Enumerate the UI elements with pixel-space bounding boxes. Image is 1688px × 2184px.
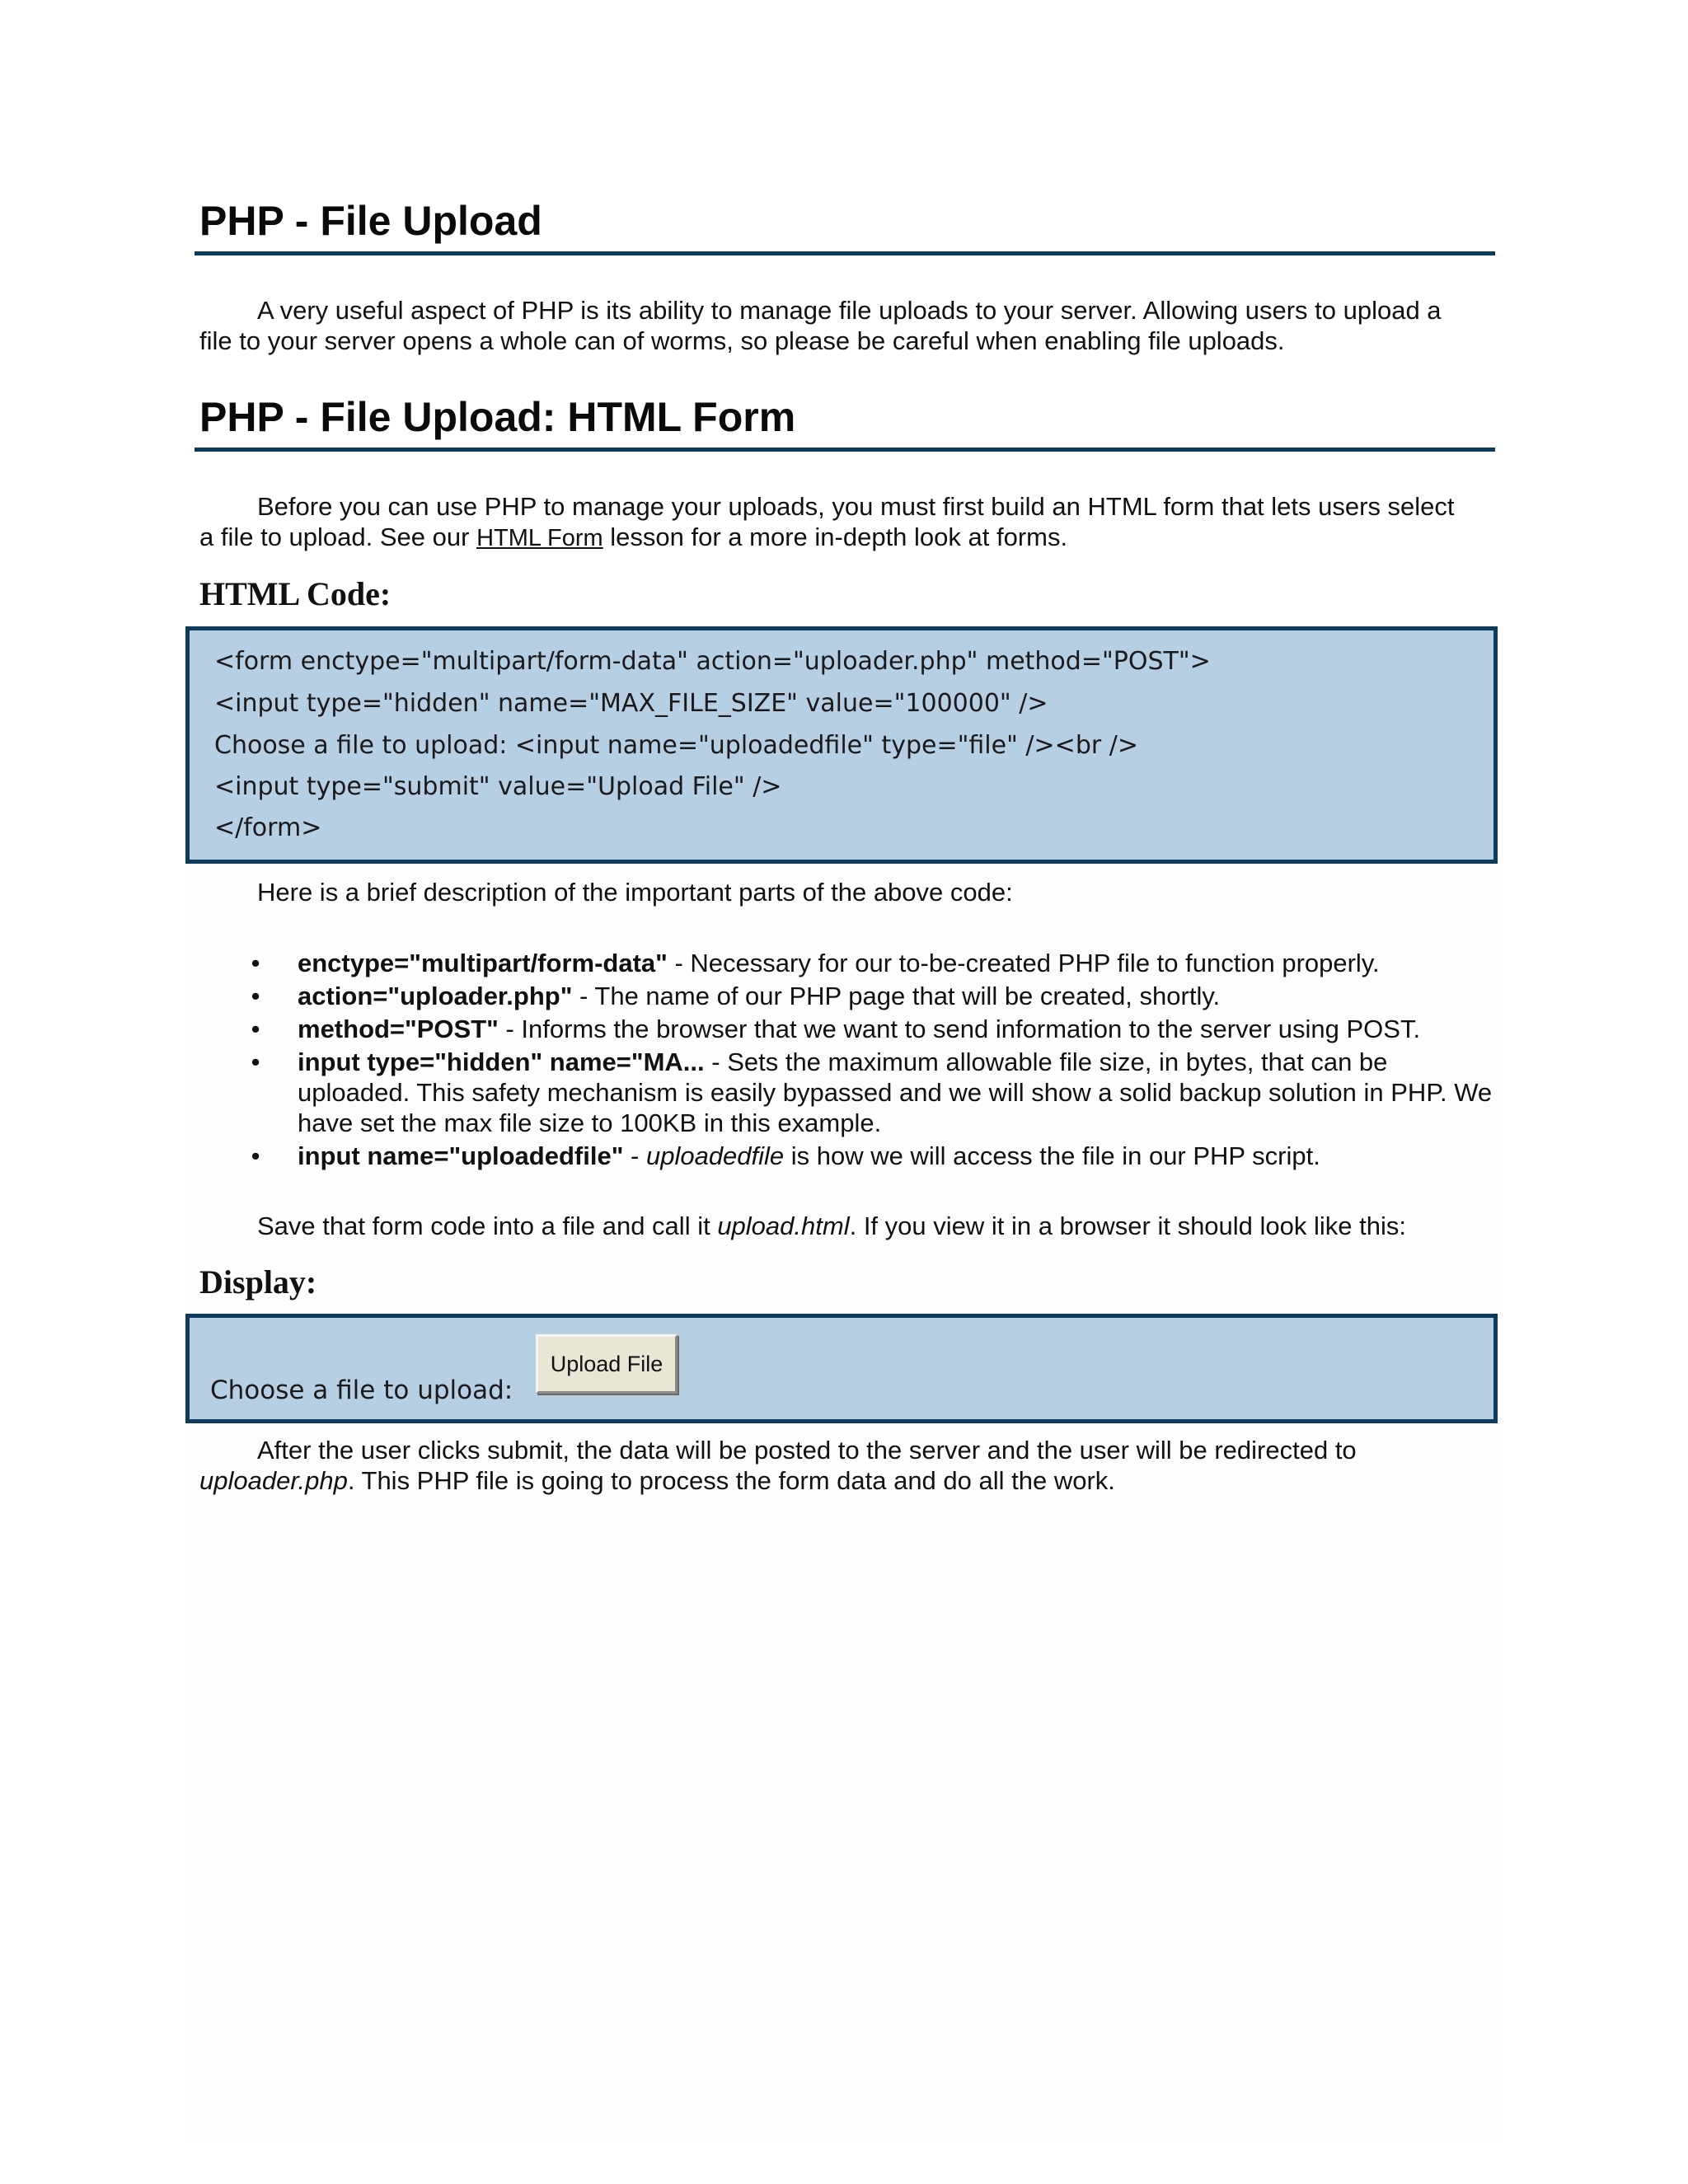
html-form-line-1: Before you can use PHP to manage your uploads, you must first build an HTML form that lets users select [257,492,1455,521]
closing-filename: uploader.php [199,1466,348,1495]
bullet-glyph: • [251,1141,260,1170]
save-filename: upload.html [717,1212,850,1240]
bullet-glyph: • [251,982,260,1010]
code-line: <input type="hidden" name="MAX_FILE_SIZE" value="100000" /> [214,689,1048,718]
upload-file-button[interactable]: Upload File [536,1334,678,1394]
description-intro-text: Here is a brief description of the important parts of the above code: [257,878,1013,907]
html-form-paragraph [199,491,1493,554]
bullet-text: - Sets the maximum allowable file size, in bytes, that can be uploaded. This safety mechanism is easily bypassed and we will show a solid backup solution in PHP. We have set the max file size to 100KB in this example. [298,1047,1493,1137]
list-item [199,1014,1502,1044]
display-label: Choose a file to upload: [210,1376,513,1405]
section-divider [195,251,1495,255]
list-item [199,1141,1502,1171]
intro-line-2: file to your server opens a whole can of worms, so please be careful when enabling file uploads. [199,326,1285,355]
list-item [199,948,1502,978]
display-box [185,1314,1498,1423]
bullet-text-prefix: - [623,1141,646,1170]
html-form-line-2-start: a file to upload. See our [199,523,477,551]
bullet-text: is how we will access the file in our PHP script. [784,1141,1320,1170]
intro-paragraph [199,295,1493,356]
description-intro [199,877,1493,907]
code-line: <form enctype="multipart/form-data" action="uploader.php" method="POST"> [214,647,1211,676]
display-heading: Display: [199,1263,317,1301]
bullet-term: enctype="multipart/form-data" [298,949,668,977]
intro-line-1: A very useful aspect of PHP is its ability to manage file uploads to your server. Allowing users to upload a [257,296,1442,325]
bullet-glyph: • [251,949,260,977]
list-item [199,1047,1502,1138]
closing-paragraph [199,1435,1493,1496]
section-title-html-form: PHP - File Upload: HTML Form [199,394,796,440]
save-text-start: Save that form code into a file and call it [257,1212,718,1240]
save-paragraph [199,1211,1493,1241]
bullet-term: action="uploader.php" [298,982,573,1010]
bullet-text: - Necessary for our to-be-created PHP file to function properly. [667,949,1380,977]
bullet-text: - The name of our PHP page that will be created, shortly. [572,982,1221,1010]
bullet-term: input type="hidden" name="MA... [298,1047,705,1076]
closing-line-1: After the user clicks submit, the data will be posted to the server and the user will be redirected to [257,1436,1357,1465]
html-code-heading: HTML Code: [199,575,392,612]
html-form-line-2-end: lesson for a more in-depth look at forms. [603,523,1068,551]
code-line: Choose a file to upload: <input name="uploadedfile" type="file" /><br /> [214,731,1138,760]
html-form-link[interactable]: HTML Form [476,525,603,551]
bullet-glyph: • [251,1047,260,1076]
list-item [199,981,1502,1011]
code-line: <input type="submit" value="Upload File" /> [214,772,782,801]
save-text-end: . If you view it in a browser it should look like this: [849,1212,1406,1240]
section-title-file-upload: PHP - File Upload [199,198,542,244]
description-list [199,948,1502,1174]
code-line: </form> [214,813,322,842]
bullet-term: method="POST" [298,1015,499,1043]
bullet-glyph: • [251,1015,260,1043]
code-box [185,626,1498,864]
bullet-term: input name="uploadedfile" [298,1141,624,1170]
bullet-italic: uploadedfile [645,1141,785,1170]
section-divider [195,448,1495,452]
closing-line-2: . This PHP file is going to process the form data and do all the work. [347,1466,1115,1495]
bullet-text: - Informs the browser that we want to send information to the server using POST. [498,1015,1421,1043]
